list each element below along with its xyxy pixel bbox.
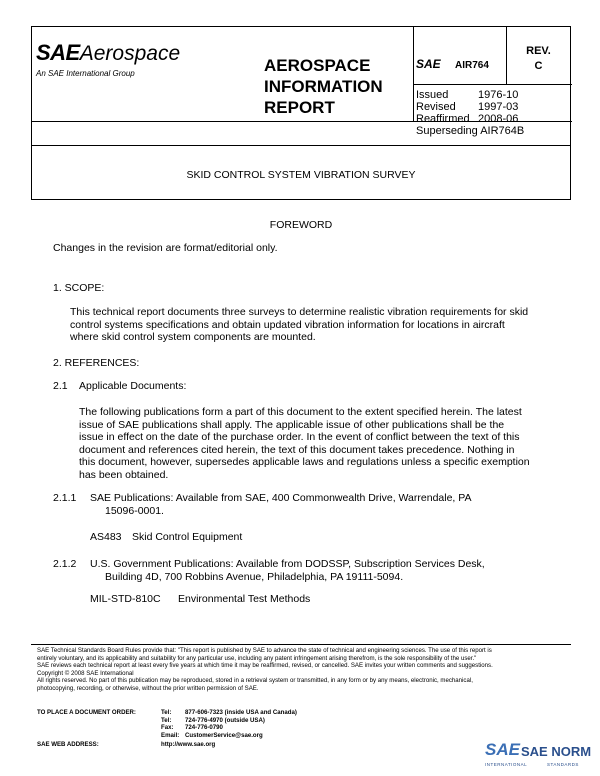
norm-word: SAE NORM (521, 744, 592, 759)
document-number: AIR764 (455, 60, 489, 71)
sae-norm-logo: SAE SAE NORM INTERNATIONAL STANDARDS (485, 740, 592, 767)
references-heading: 2. REFERENCES: (53, 357, 140, 369)
web-address-link[interactable]: http://www.sae.org (161, 741, 216, 748)
footer-divider (31, 644, 571, 645)
order-contacts (161, 709, 297, 739)
reference-mil-std-810c: MIL-STD-810C Environmental Test Methods (90, 593, 311, 605)
section-2-1-paragraph: The following publications form a part of this document to the extent specified herein. The latest issue of SAE publications shall apply. The applicable issue of other publications shall be the issue in effect on the date of the purchase order. In the event of conflict between the text of this document and references cited herein, the text of this document takes precedence. Nothing in this document, however, supersedes applicable laws and regulations unless a specific exemption has been obtained. (79, 406, 530, 481)
sae-small-logo: SAE (416, 57, 441, 71)
revision-box: REV. C (526, 45, 551, 72)
issue-row: Reaffirmed 2008-06 (416, 113, 519, 125)
foreword-text: Changes in the revision are format/editorial only. (53, 242, 278, 254)
footer-legal: SAE Technical Standards Board Rules provide that: "This report is published by SAE to advance the state of technical and engineering sciences. The use of this report is entirely voluntary, and its applicability and suitability for any particular use, including any patent infringement arising therefrom, is the sole responsibility of the user." SAE reviews each technical report at least every five years at which time it may be reaffirmed, revised, or cancelled. SAE invites your written comments and suggestions. Copyright © 2008 SAE International All rights reserved. No part of this publication may be reproduced, stored in a retrieval system or transmitted, in any form or by any means, electronic, mechanical, photocopying, recording, or otherwise, without the prior written permission of SAE. (37, 647, 493, 692)
contact-row: Email: CustomerService@sae.org (161, 731, 263, 739)
sae-aerospace-logo: SAEAerospace (36, 40, 181, 65)
section-2-1-title: Applicable Documents: (79, 380, 187, 392)
superseding-note: Superseding AIR764B (416, 125, 525, 137)
sae-norm-mark: SAE (485, 740, 520, 759)
order-label: TO PLACE A DOCUMENT ORDER: (37, 709, 136, 716)
header-divider (413, 84, 572, 85)
reference-as483: AS483 Skid Control Equipment (90, 531, 243, 543)
issue-dates (416, 89, 568, 137)
foreword-heading: FOREWORD (269, 219, 333, 231)
section-2-1-number: 2.1 (53, 380, 68, 392)
document-title: SKID CONTROL SYSTEM VIBRATION SURVEY (186, 169, 416, 181)
scope-heading: 1. SCOPE: (53, 282, 105, 294)
contact-row: Fax: 724-776-0790 (161, 724, 223, 732)
section-2-1-1-number: 2.1.1 (53, 492, 77, 504)
email-link[interactable]: CustomerService@sae.org (185, 731, 263, 739)
section-2-1-2-text: U.S. Government Publications: Available from DODSSP, Subscription Services Desk, Building 4D, 700 Robbins Avenue, Philadelphia, PA 19111-5094. (90, 558, 485, 583)
report-type-title: AEROSPACE INFORMATION REPORT (264, 56, 383, 117)
web-label: SAE WEB ADDRESS: (37, 741, 99, 748)
logo-tagline: An SAE International Group (36, 69, 135, 78)
scope-paragraph: This technical report documents three surveys to determine realistic vibration requirements for skid control systems specifications and obtain updated vibration information for locations in aircraft where skid control system components are mounted. (70, 306, 529, 343)
contact-row: Tel: 724-776-4970 (outside USA) (161, 716, 265, 724)
section-2-1-2-number: 2.1.2 (53, 558, 77, 570)
issue-row: Issued 1976-10 (416, 89, 519, 101)
header-divider (413, 27, 414, 121)
section-2-1-1-text: SAE Publications: Available from SAE, 400 Commonwealth Drive, Warrendale, PA 15096-0001. (90, 492, 472, 517)
issue-row: Revised 1997-03 (416, 101, 519, 113)
contact-row: Tel: 877-606-7323 (inside USA and Canada) (161, 709, 297, 716)
